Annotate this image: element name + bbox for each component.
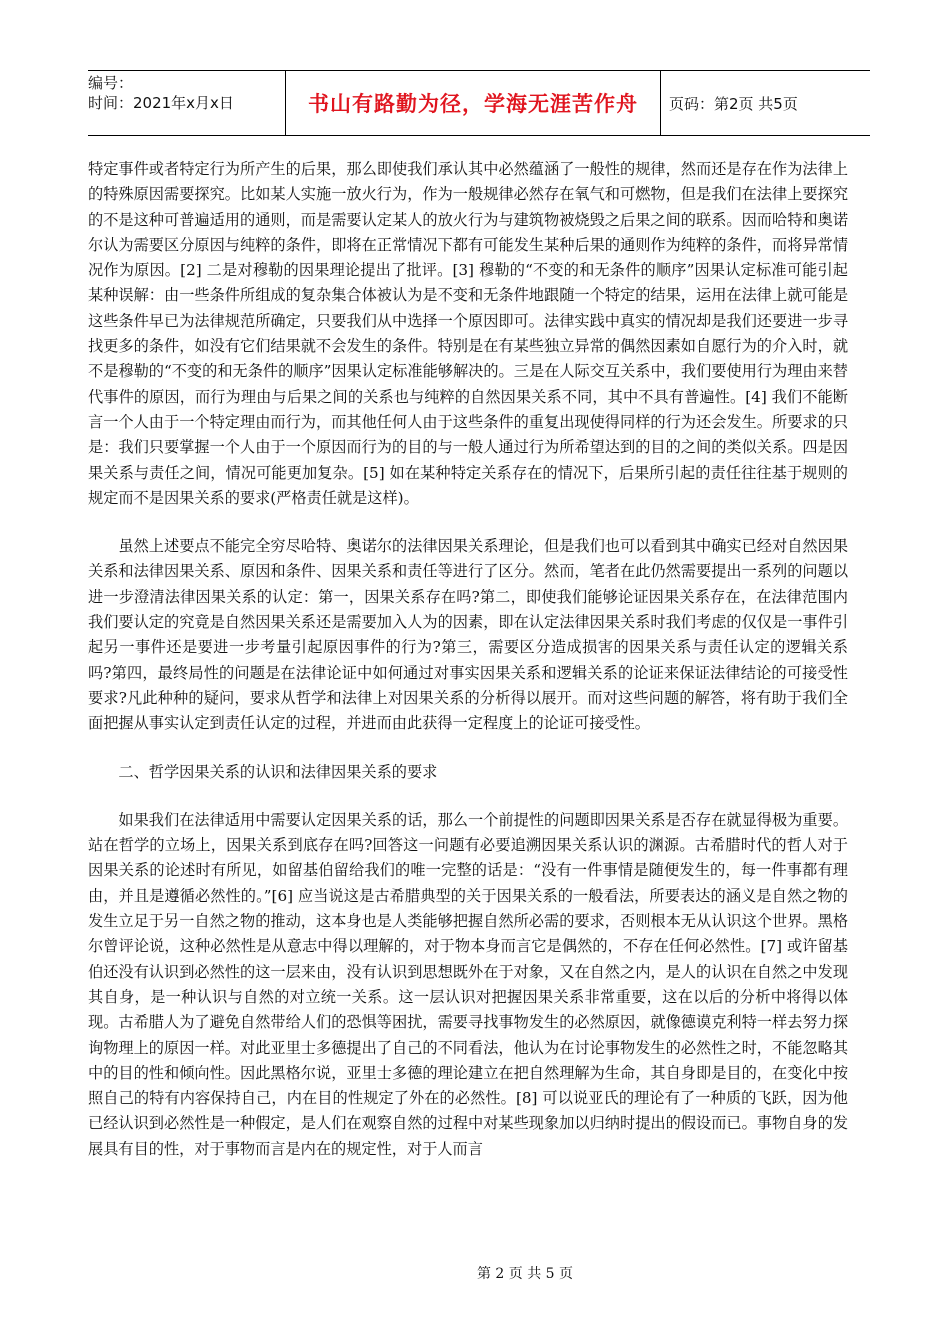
date-label: 时间：2021年x月x日 [88,94,234,112]
section-heading: 二、哲学因果关系的认识和法律因果关系的要求 [118,762,438,781]
page-header [88,70,870,136]
paragraph: 特定事件或者特定行为所产生的后果，那么即使我们承认其中必然蕴涵了一般性的规律，然而还是存在作为法律上的特殊原因需要探究。比如某人实施一放火行为，作为一般规律必然存在氧气和可燃物，但是我们在法律上要探究的不是这种可普遍适用的通则，而是需要认定某人的放火行为与建筑物被烧毁之后果之间的联系。因而哈特和奥诺尔认为需要区分原因与纯粹的条件，即将在正常情况下都有可能发生某种后果的通则作为纯粹的条件，而将异常情况作为原因。[2] 二是对穆勒的因果理论提出了批评。[3] 穆勒的“不变的和无条件的顺序”因果认定标准可能引起某种误解：由一些条件所组成的复杂集合体被认为是不变和无条件地跟随一个特定的结果，运用在法律上就可能是这些条件早已为法律规范所确定，只要我们从中选择一个原因即可。法律实践中真实的情况却是我们还要进一步寻找更多的条件，如没有它们结果就不会发生的条件。特别是在有某些独立异常的偶然因素如自愿行为的介入时，就不是穆勒的“不变的和无条件的顺序”因果认定标准能够解决的。三是在人际交互关系中，我们要使用行为理由来替代事件的原因，而行为理由与后果之间的关系也与纯粹的自然因果关系不同，其中不具有普遍性。[4] 我们不能断言一个人由于一个特定理由而行为，而其他任何人由于这些条件的重复出现使得同样的行为还会发生。所要求的只是：我们只要掌握一个人由于一个原因而行为的目的与一般人通过行为所希望达到的目的之间的类似关系。四是因果关系与责任之间，情况可能更加复杂。[5] 如在某种特定关系存在的情况下，后果所引起的责任往往基于规则的规定而不是因果关系的要求(严格责任就是这样)。 [88,160,848,507]
header-page-label: 页码：第2页 共5页 [669,94,798,113]
number-label: 编号： [88,74,134,92]
paragraph: 虽然上述要点不能完全穷尽哈特、奥诺尔的法律因果关系理论，但是我们也可以看到其中确实已经对自然因果关系和法律因果关系、原因和条件、因果关系和责任等进行了区分。然而，笔者在此仍然需要提出一系列的问题以进一步澄清法律因果关系的认定：第一，因果关系存在吗?第二，即使我们能够论证因果关系存在，在法律范围内我们要认定的究竟是自然因果关系还是需要加入人为的因素，即在认定法律因果关系时我们考虑的仅仅是一事件引起另一事件还是要进一步考量引起原因事件的行为?第三，需要区分造成损害的因果关系与责任认定的逻辑关系吗?第四，最终局性的问题是在法律论证中如何通过对事实因果关系和逻辑关系的论证来保证法律结论的可接受性要求?凡此种种的疑问，要求从哲学和法律上对因果关系的分析得以展开。而对这些问题的解答，将有助于我们全面把握从事实认定到责任认定的过程，并进而由此获得一定程度上的论证可接受性。 [88,537,848,733]
header-motto: 书山有路勤为径，学海无涯苦作舟 [286,71,661,135]
page-footer: 第 2 页 共 5 页 [476,1266,574,1282]
header-meta [88,71,286,135]
body-text [88,157,848,1162]
paragraph: 如果我们在法律适用中需要认定因果关系的话，那么一个前提性的问题即因果关系是否存在就显得极为重要。站在哲学的立场上，因果关系到底存在吗?回答这一问题有必要追溯因果关系认识的渊源。古希腊时代的哲人对于因果关系的论述时有所见，如留基伯留给我们的唯一完整的话是：“没有一件事情是随便发生的，每一件事都有理由，并且是遵循必然性的。”[6] 应当说这是古希腊典型的关于因果关系的一般看法，所要表达的涵义是自然之物的发生立足于另一自然之物的推动，这本身也是人类能够把握自然所必需的要求，否则根本无从认识这个世界。黑格尔曾评论说，这种必然性是从意志中得以理解的，对于物本身而言它是偶然的，不存在任何必然性。[7] 或许留基伯还没有认识到必然性的这一层来由，没有认识到思想既外在于对象，又在自然之内，是人的认识在自然之中发现其自身，是一种认识与自然的对立统一关系。这一层认识对把握因果关系非常重要，这在以后的分析中将得以体现。古希腊人为了避免自然带给人们的恐惧等困扰，需要寻找事物发生的必然原因，就像德谟克利特一样去努力探询物理上的原因一样。对此亚里士多德提出了自己的不同看法，他认为在讨论事物发生的必然性之时，不能忽略其中的目的性和倾向性。因此黑格尔说，亚里士多德的理论建立在把自然理解为生命，其自身即是目的，在变化中按照自己的特有内容保持自己，内在目的性规定了外在的必然性。[8] 可以说亚氏的理论有了一种质的飞跃，因为他已经认识到必然性是一种假定，是人们在观察自然的过程中对某些现象加以归纳时提出的假设而已。事物自身的发展具有目的性，对于事物而言是内在的规定性，对于人而言 [88,810,848,1158]
